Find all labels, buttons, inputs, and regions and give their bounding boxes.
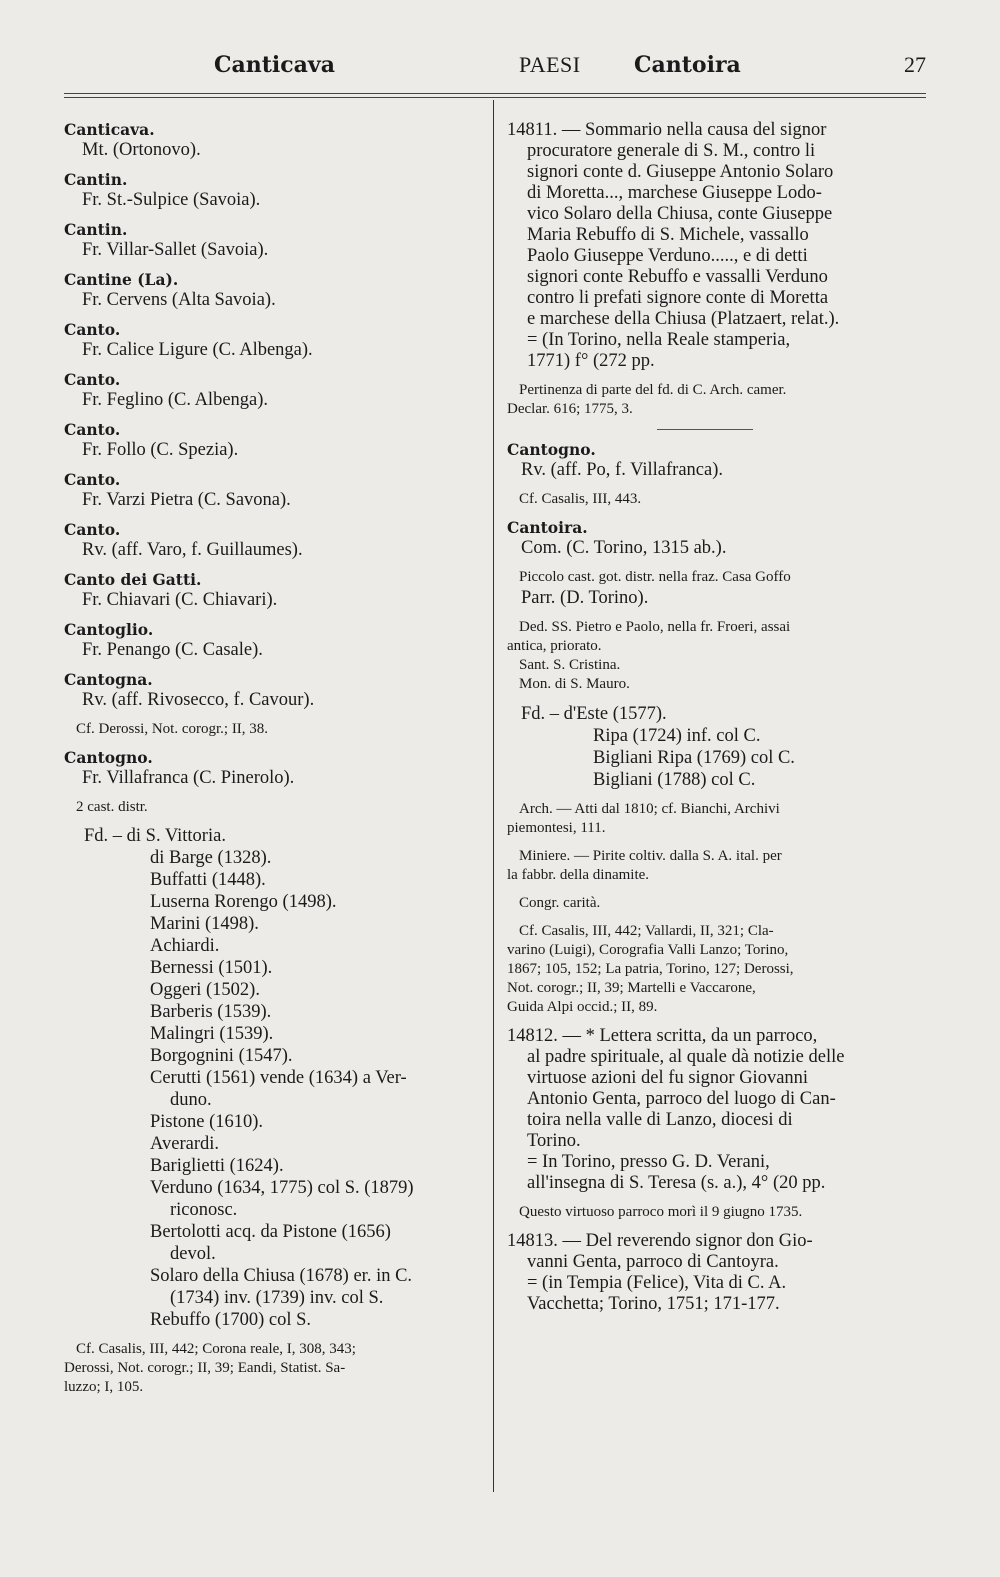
header-last-entry: Cantoira <box>634 52 741 78</box>
left-entry-line: (1734) inv. (1739) inv. col S. <box>170 1288 384 1308</box>
left-entry-line: Bariglietti (1624). <box>150 1156 284 1176</box>
right-bibliography-line: toira nella valle di Lanzo, diocesi di <box>527 1110 793 1130</box>
right-bibliography-line: 1771) f° (272 pp. <box>527 351 655 371</box>
right-bibliography-line: 14812. — * Lettera scritta, da un parroco, <box>507 1026 818 1046</box>
left-entry-line: Barberis (1539). <box>150 1002 272 1022</box>
left-entry-line: di Barge (1328). <box>150 848 272 868</box>
left-entry-line: Fd. – di S. Vittoria. <box>84 826 226 846</box>
left-entry-line: Luserna Rorengo (1498). <box>150 892 337 912</box>
left-note-line: Derossi, Not. corogr.; II, 39; Eandi, Statist. Sa- <box>64 1360 346 1376</box>
left-entry-line: Fr. Cervens (Alta Savoia). <box>82 290 276 310</box>
left-note-line: Cf. Casalis, III, 442; Corona reale, I, 308, 343; <box>76 1341 356 1357</box>
right-note-line: Guida Alpi occid.; II, 89. <box>507 999 658 1015</box>
right-note-line: la fabbr. della dinamite. <box>507 867 650 883</box>
right-entry-line: Bigliani (1788) col C. <box>593 770 756 790</box>
left-entry-heading: Cantin. <box>64 220 128 239</box>
right-note-line: Ded. SS. Pietro e Paolo, nella fr. Froeri, assai <box>519 619 791 635</box>
right-bibliography-line: al padre spirituale, al quale dà notizie delle <box>527 1047 845 1067</box>
left-entry-line: Fr. Varzi Pietra (C. Savona). <box>82 490 291 510</box>
right-entry-line: Fd. – d'Este (1577). <box>521 704 667 724</box>
left-entry-heading: Canticava. <box>64 120 155 139</box>
left-entry-line: Averardi. <box>150 1134 219 1154</box>
right-bibliography-line: = (In Torino, nella Reale stamperia, <box>527 330 791 350</box>
right-bibliography-line: e marchese della Chiusa (Platzaert, relat.). <box>527 309 840 329</box>
right-note-line: Not. corogr.; II, 39; Martelli e Vaccarone, <box>507 980 756 996</box>
left-entry-line: devol. <box>170 1244 216 1264</box>
right-bibliography-line: di Moretta..., marchese Giuseppe Lodo- <box>527 183 822 203</box>
right-bibliography-line: procuratore generale di S. M., contro li <box>527 141 816 161</box>
left-note-line: 2 cast. distr. <box>76 799 148 815</box>
column-divider <box>493 100 494 1492</box>
left-entry-line: Mt. (Ortonovo). <box>82 140 201 160</box>
left-entry-line: duno. <box>170 1090 212 1110</box>
left-entry-line: Borgognini (1547). <box>150 1046 293 1066</box>
right-entry-line: Bigliani Ripa (1769) col C. <box>593 748 795 768</box>
right-note-line: Cf. Casalis, III, 442; Vallardi, II, 321; Cla- <box>519 923 774 939</box>
right-bibliography-line: Torino. <box>527 1131 581 1151</box>
right-note-line: Cf. Casalis, III, 443. <box>519 491 642 507</box>
left-entry-line: Fr. Feglino (C. Albenga). <box>82 390 269 410</box>
left-entry-line: Malingri (1539). <box>150 1024 274 1044</box>
left-entry-heading: Canto. <box>64 370 121 389</box>
page-number: 27 <box>904 52 926 77</box>
left-entry-heading: Canto. <box>64 420 121 439</box>
left-entry-line: Fr. Villar-Sallet (Savoia). <box>82 240 269 260</box>
right-bibliography-line: virtuose azioni del fu signor Giovanni <box>527 1068 809 1088</box>
left-entry-line: Pistone (1610). <box>150 1112 264 1132</box>
left-entry-line: Oggeri (1502). <box>150 980 260 1000</box>
running-header <box>64 52 926 86</box>
right-bibliography-line: 14813. — Del reverendo signor don Gio- <box>507 1231 813 1251</box>
right-entry-heading: Cantogno. <box>507 440 596 459</box>
right-entry-line: Rv. (aff. Po, f. Villafranca). <box>521 460 723 480</box>
right-bibliography-line: signori conte Rebuffo e vassalli Verduno <box>527 267 828 287</box>
left-entry-heading: Canto dei Gatti. <box>64 570 202 589</box>
left-entry-heading: Cantine (La). <box>64 270 179 289</box>
left-column <box>64 120 476 1397</box>
right-bibliography-line: = In Torino, presso G. D. Verani, <box>527 1152 770 1172</box>
left-entry-heading: Canto. <box>64 520 121 539</box>
left-entry-line: Cerutti (1561) vende (1634) a Ver- <box>150 1068 407 1088</box>
right-note-line: piemontesi, 111. <box>507 820 606 836</box>
right-note-line: Mon. di S. Mauro. <box>519 676 630 692</box>
right-note-line: Piccolo cast. got. distr. nella fraz. Casa Goffo <box>519 569 791 585</box>
right-note-line: Arch. — Atti dal 1810; cf. Bianchi, Archivi <box>519 801 780 817</box>
right-bibliography-line: = (in Tempia (Felice), Vita di C. A. <box>527 1273 787 1293</box>
left-entry-line: Fr. Follo (C. Spezia). <box>82 440 239 460</box>
right-entry-line: Ripa (1724) inf. col C. <box>593 726 761 746</box>
left-entry-line: Fr. Villafranca (C. Pinerolo). <box>82 768 295 788</box>
left-entry-line: Rv. (aff. Varo, f. Guillaumes). <box>82 540 303 560</box>
header-first-entry: Canticava <box>214 52 335 78</box>
right-separator-rule <box>657 429 753 430</box>
right-note-line: 1867; 105, 152; La patria, Torino, 127; Derossi, <box>507 961 794 977</box>
right-note-line: Declar. 616; 1775, 3. <box>507 401 633 417</box>
left-entry-line: Buffatti (1448). <box>150 870 266 890</box>
left-entry-heading: Canto. <box>64 320 121 339</box>
right-entry-heading: Cantoira. <box>507 518 588 537</box>
left-entry-line: Achiardi. <box>150 936 220 956</box>
right-entry-line: Com. (C. Torino, 1315 ab.). <box>521 538 727 558</box>
left-entry-heading: Cantogno. <box>64 748 153 767</box>
right-note-line: Questo virtuoso parroco morì il 9 giugno 1735. <box>519 1204 803 1220</box>
left-entry-line: Fr. Calice Ligure (C. Albenga). <box>82 340 313 360</box>
left-entry-heading: Cantogna. <box>64 670 153 689</box>
header-rule-bottom <box>64 97 926 98</box>
left-entry-line: Fr. St.-Sulpice (Savoia). <box>82 190 261 210</box>
right-note-line: Congr. carità. <box>519 895 601 911</box>
left-entry-line: Fr. Penango (C. Casale). <box>82 640 263 660</box>
left-note-line: luzzo; I, 105. <box>64 1379 144 1395</box>
left-entry-line: Solaro della Chiusa (1678) er. in C. <box>150 1266 413 1286</box>
right-note-line: Sant. S. Cristina. <box>519 657 621 673</box>
header-rule-top <box>64 93 926 94</box>
left-entry-line: riconosc. <box>170 1200 238 1220</box>
left-entry-line: Bertolotti acq. da Pistone (1656) <box>150 1222 391 1242</box>
right-column <box>507 120 927 1315</box>
left-entry-line: Fr. Chiavari (C. Chiavari). <box>82 590 278 610</box>
right-bibliography-line: Antonio Genta, parroco del luogo di Can- <box>527 1089 836 1109</box>
right-bibliography-line: vanni Genta, parroco di Cantoyra. <box>527 1252 779 1272</box>
left-entry-heading: Cantoglio. <box>64 620 154 639</box>
header-section-title: PAESI <box>519 52 581 77</box>
left-entry-line: Rebuffo (1700) col S. <box>150 1310 311 1330</box>
left-entry-heading: Cantin. <box>64 170 128 189</box>
right-note-line: Pertinenza di parte del fd. di C. Arch. camer. <box>519 382 787 398</box>
right-bibliography-line: vico Solaro della Chiusa, conte Giuseppe <box>527 204 833 224</box>
right-note-line: varino (Luigi), Corografia Valli Lanzo; Torino, <box>507 942 789 958</box>
left-note-line: Cf. Derossi, Not. corogr.; II, 38. <box>76 721 269 737</box>
right-bibliography-line: signori conte d. Giuseppe Antonio Solaro <box>527 162 834 182</box>
right-bibliography-line: 14811. — Sommario nella causa del signor <box>507 120 827 140</box>
right-note-line: Miniere. — Pirite coltiv. dalla S. A. ital. per <box>519 848 782 864</box>
right-bibliography-line: contro li prefati signore conte di Moretta <box>527 288 829 308</box>
left-entry-line: Bernessi (1501). <box>150 958 273 978</box>
left-entry-line: Verduno (1634, 1775) col S. (1879) <box>150 1178 414 1198</box>
right-bibliography-line: all'insegna di S. Teresa (s. a.), 4° (20 pp. <box>527 1173 826 1193</box>
right-bibliography-line: Vacchetta; Torino, 1751; 171-177. <box>527 1294 780 1314</box>
right-bibliography-line: Paolo Giuseppe Verduno....., e di detti <box>527 246 808 266</box>
left-entry-line: Marini (1498). <box>150 914 259 934</box>
right-entry-line: Parr. (D. Torino). <box>521 588 649 608</box>
right-bibliography-line: Maria Rebuffo di S. Michele, vassallo <box>527 225 809 245</box>
left-entry-line: Rv. (aff. Rivosecco, f. Cavour). <box>82 690 315 710</box>
right-note-line: antica, priorato. <box>507 638 602 654</box>
left-entry-heading: Canto. <box>64 470 121 489</box>
